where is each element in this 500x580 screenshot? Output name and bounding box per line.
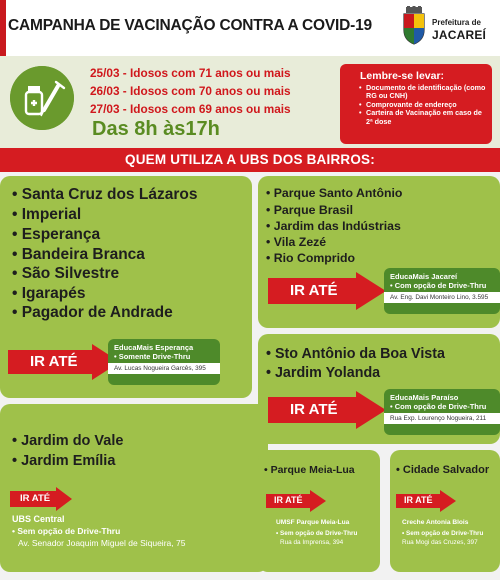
neighborhood-item: • Esperança bbox=[12, 226, 100, 244]
destination-box bbox=[384, 268, 500, 314]
schedule-line: 27/03 - Idosos com 69 anos ou mais bbox=[90, 102, 291, 116]
drive-thru-info: • Sem opção de Drive-Thru bbox=[12, 526, 121, 536]
vaccine-icon bbox=[10, 66, 74, 130]
drive-thru-info: • Sem opção de Drive-Thru bbox=[402, 530, 484, 537]
reminder-box bbox=[340, 64, 492, 144]
neighborhood-item: • Parque Brasil bbox=[266, 203, 353, 217]
neighborhood-item: • Bandeira Branca bbox=[12, 246, 145, 264]
destination-box bbox=[384, 389, 500, 435]
drive-thru-info: • Com opção de Drive-Thru bbox=[390, 402, 487, 411]
neighborhood-item: • Cidade Salvador bbox=[396, 464, 489, 476]
header-accent bbox=[0, 0, 6, 56]
neighborhood-item: • Sto Antônio da Boa Vista bbox=[266, 346, 445, 362]
drive-thru-info: • Com opção de Drive-Thru bbox=[390, 281, 487, 290]
reminder-item: • Comprovante de endereço bbox=[366, 101, 486, 109]
neighborhood-item: • Igarapés bbox=[12, 285, 86, 303]
neighborhood-item: • Pagador de Andrade bbox=[12, 304, 173, 322]
section-banner-text: QUEM UTILIZA A UBS DOS BAIRROS: bbox=[125, 152, 375, 167]
opening-hours: Das 8h às17h bbox=[92, 118, 220, 140]
prefeitura-label: Prefeitura de bbox=[432, 18, 481, 27]
destination-address: Rua Mogi das Cruzes, 397 bbox=[402, 539, 478, 546]
go-to-label: IR ATÉ bbox=[290, 401, 338, 418]
reminder-title: Lembre-se levar: bbox=[360, 70, 445, 82]
neighborhood-item: • Imperial bbox=[12, 206, 81, 224]
drive-thru-info: • Sem opção de Drive-Thru bbox=[276, 530, 358, 537]
neighborhood-item: • Jardim Yolanda bbox=[266, 365, 380, 381]
go-to-label: IR ATÉ bbox=[30, 353, 78, 370]
destination-name: UBS Central bbox=[12, 514, 65, 524]
neighborhood-item: • Vila Zezé bbox=[266, 235, 326, 249]
page-title: CAMPANHA DE VACINAÇÃO CONTRA A COVID-19 bbox=[8, 17, 372, 34]
destination-name: UMSF Parque Meia-Lua bbox=[276, 519, 350, 526]
drive-thru-info: • Somente Drive-Thru bbox=[114, 352, 191, 361]
neighborhood-item: • Jardim do Vale bbox=[12, 433, 123, 449]
neighborhood-item: • Rio Comprido bbox=[266, 251, 355, 265]
destination-name: EducaMais Paraíso bbox=[390, 393, 459, 402]
destination-address: Rua da Imprensa, 394 bbox=[280, 539, 344, 546]
neighborhood-item: • Parque Santo Antônio bbox=[266, 186, 402, 200]
reminder-item: • Documento de identificação (como RG ou CNH) bbox=[366, 84, 486, 101]
go-to-label: IR ATÉ bbox=[290, 282, 338, 299]
destination-name: EducaMais Esperança bbox=[114, 343, 194, 352]
destination-name: EducaMais Jacareí bbox=[390, 272, 458, 281]
city-coat-of-arms-icon bbox=[401, 6, 427, 46]
destination-address: Av. Lucas Nogueira Garcês, 395 bbox=[108, 363, 220, 374]
city-name: JACAREÍ bbox=[432, 28, 487, 42]
go-to-label: IR ATÉ bbox=[274, 495, 303, 505]
neighborhood-item: • Santa Cruz dos Lázaros bbox=[12, 186, 197, 204]
neighborhood-item: • Jardim das Indústrias bbox=[266, 219, 401, 233]
destination-box bbox=[108, 339, 220, 385]
go-to-label: IR ATÉ bbox=[20, 493, 51, 504]
neighborhood-item: • Parque Meia-Lua bbox=[264, 464, 355, 476]
schedule-line: 25/03 - Idosos com 71 anos ou mais bbox=[90, 66, 291, 80]
neighborhood-item: • São Silvestre bbox=[12, 265, 119, 283]
destination-name: Creche Antonia Blois bbox=[402, 519, 469, 526]
destination-address: Rua Exp. Lourenço Nogueira, 211 bbox=[384, 413, 500, 424]
reminder-item: • Carteira de Vacinação em caso de 2ª dose bbox=[366, 109, 486, 126]
neighborhood-item: • Jardim Emília bbox=[12, 453, 115, 469]
schedule-line: 26/03 - Idosos com 70 anos ou mais bbox=[90, 84, 291, 98]
destination-address: Av. Eng. Davi Monteiro Lino, 3.595 bbox=[384, 292, 500, 303]
destination-address: Av. Senador Joaquim Miguel de Siqueira, 75 bbox=[18, 538, 186, 548]
go-to-label: IR ATÉ bbox=[404, 495, 433, 505]
